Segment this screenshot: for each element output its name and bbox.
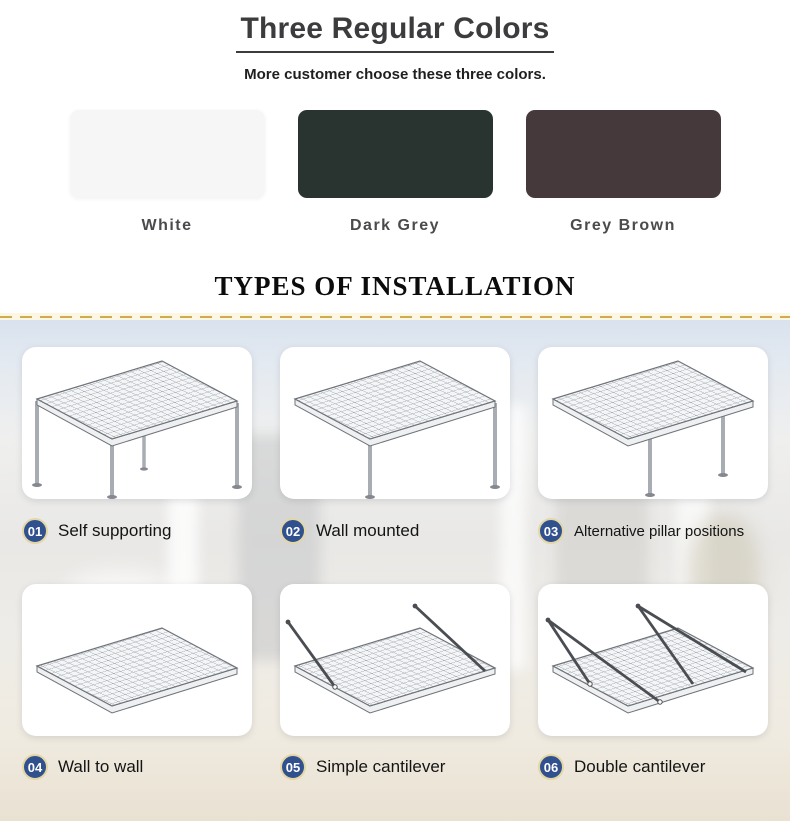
dashed-separator (0, 313, 790, 320)
color-swatch-grey-brown (526, 110, 721, 198)
installation-photo-section (0, 320, 790, 821)
installation-labels-row-1 (22, 517, 768, 545)
installation-type-label: Alternative pillar positions (574, 522, 745, 540)
installation-type-item (280, 517, 510, 545)
installation-type-label: Wall mounted (316, 521, 420, 540)
pergola-diagram-simple-cantilever (280, 584, 510, 736)
pergola-diagram-wall-to-wall (22, 584, 252, 736)
section-subtitle: More customer choose these three colors. (244, 66, 546, 83)
number-badge: 06 (538, 754, 564, 780)
number-badge: 01 (22, 518, 48, 544)
installation-type-label: Simple cantilever (316, 757, 446, 776)
number-badge: 02 (280, 518, 306, 544)
installation-type-label: Self supporting (58, 521, 172, 540)
number-badge: 05 (280, 754, 306, 780)
installation-type-item (280, 753, 510, 781)
installation-type-item (538, 517, 768, 545)
installation-type-item (22, 753, 252, 781)
colors-section (0, 0, 790, 235)
card-self-supporting (22, 347, 252, 499)
swatch-label-white: White (141, 217, 193, 234)
installation-labels-row-2 (22, 753, 768, 781)
card-wall-mounted (280, 347, 510, 499)
color-swatch-white (70, 110, 265, 198)
card-double-cantilever (538, 584, 768, 736)
installation-cards-row-1 (22, 347, 768, 499)
color-swatch-dark-grey (298, 110, 493, 198)
installation-title: TYPES OF INSTALLATION (214, 271, 576, 301)
number-badge: 04 (22, 754, 48, 780)
pergola-diagram-wall-mounted (280, 347, 510, 499)
pergola-diagram-alternative-pillars (538, 347, 768, 499)
pergola-diagram-double-cantilever (538, 584, 768, 736)
installation-type-item (22, 517, 252, 545)
installation-type-item (538, 753, 768, 781)
card-alternative-pillar-positions (538, 347, 768, 499)
installation-type-label: Double cantilever (574, 757, 706, 776)
swatch-label-grey-brown: Grey Brown (570, 217, 676, 234)
section-title: Three Regular Colors (236, 12, 553, 53)
installation-type-label: Wall to wall (58, 757, 144, 776)
swatch-label-dark-grey: Dark Grey (350, 217, 440, 234)
color-swatch-labels (0, 217, 790, 235)
card-wall-to-wall (22, 584, 252, 736)
card-simple-cantilever (280, 584, 510, 736)
installation-cards-row-2 (22, 584, 768, 736)
pergola-diagram-self-supporting (22, 347, 252, 499)
number-badge: 03 (538, 518, 564, 544)
color-swatch-row (0, 110, 790, 198)
